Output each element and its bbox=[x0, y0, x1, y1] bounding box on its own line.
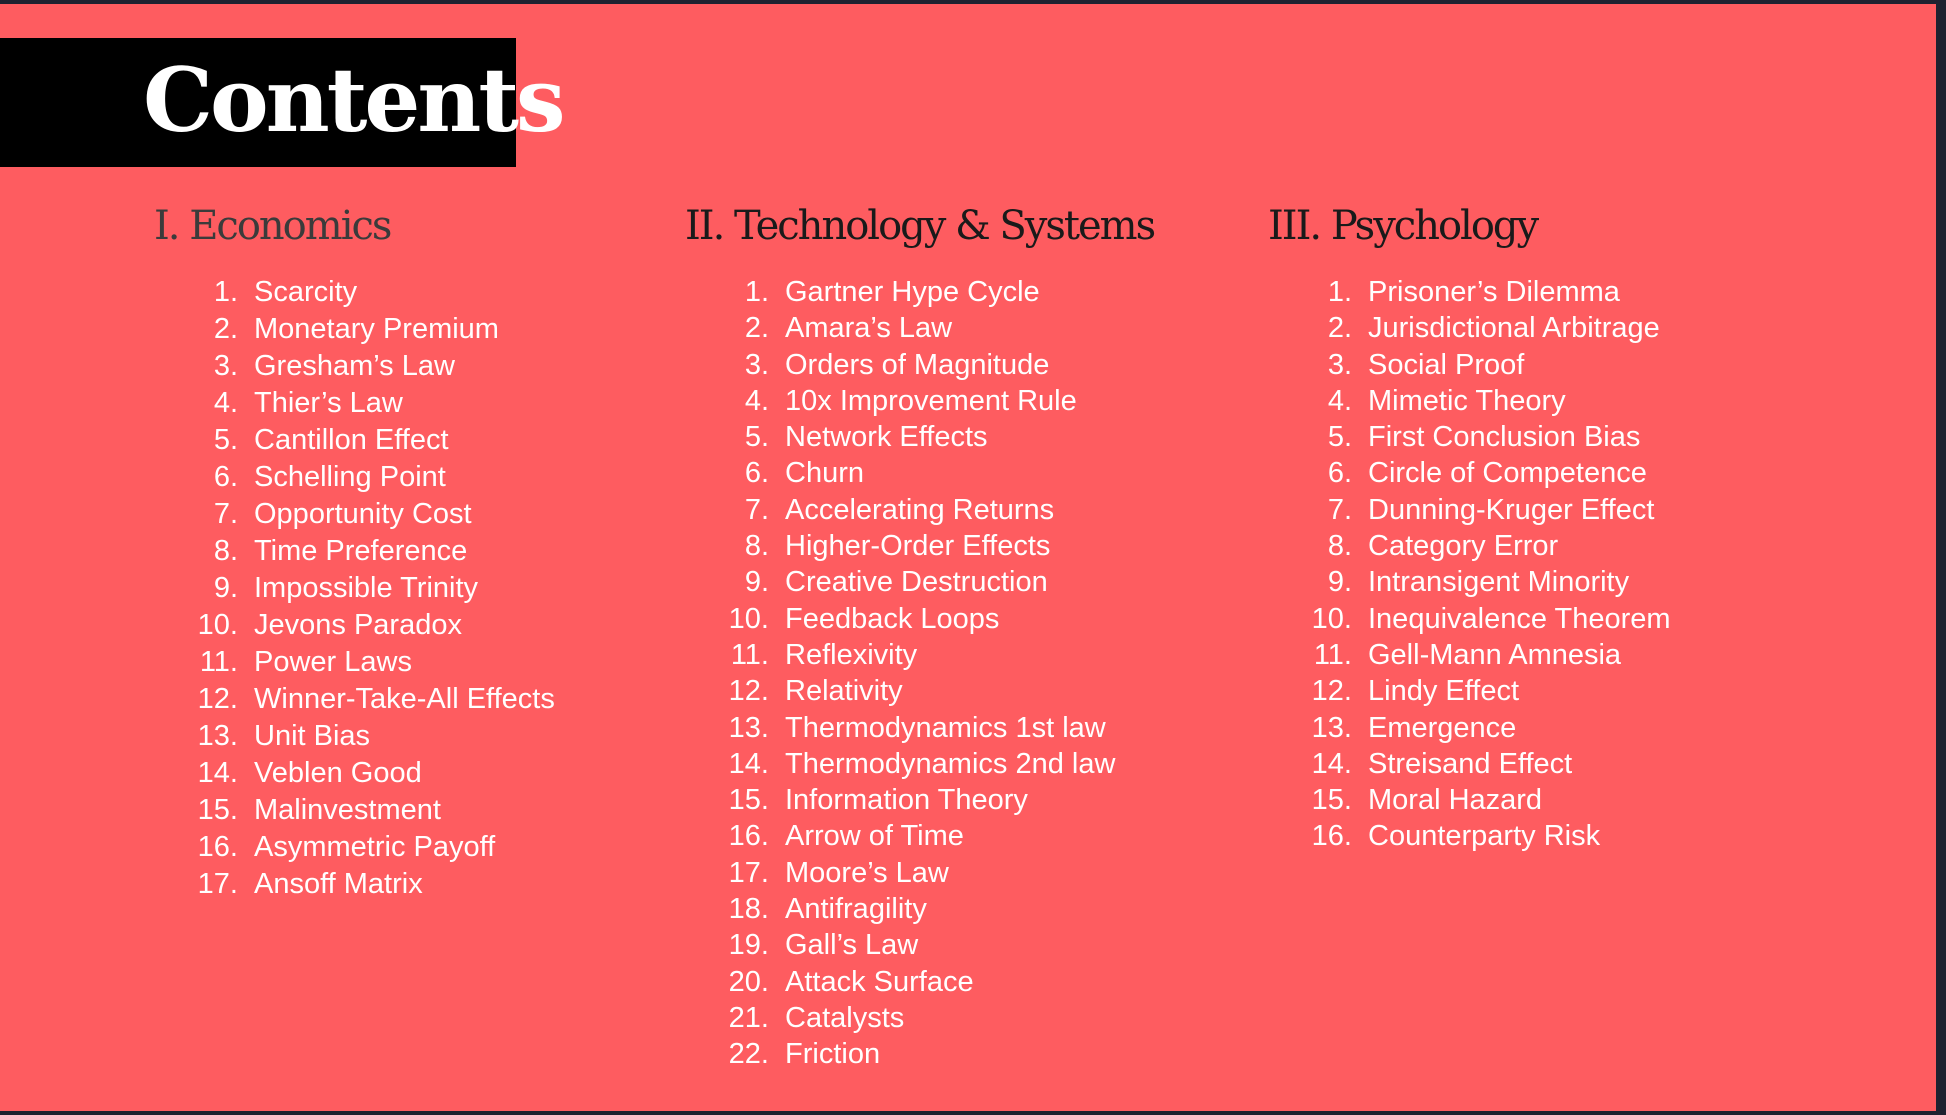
item-number: 7. bbox=[1327, 493, 1352, 526]
item-label: Reflexivity bbox=[785, 638, 918, 671]
item-number: 3. bbox=[1327, 348, 1352, 381]
item-number: 13. bbox=[728, 711, 769, 744]
item-label: Gresham’s Law bbox=[254, 350, 455, 382]
item-label: Jurisdictional Arbitrage bbox=[1368, 312, 1660, 345]
item-number: 6. bbox=[213, 461, 238, 493]
item-label: Jevons Paradox bbox=[254, 609, 462, 641]
item-number: 12. bbox=[1311, 675, 1352, 708]
item-number: 2. bbox=[1327, 312, 1352, 345]
item-label: Friction bbox=[785, 1038, 881, 1071]
item-number: 6. bbox=[1327, 457, 1352, 490]
item-number: 12. bbox=[728, 675, 769, 708]
item-number: 5. bbox=[744, 421, 769, 454]
item-label: Gartner Hype Cycle bbox=[785, 276, 1040, 308]
item-label: Power Laws bbox=[254, 646, 412, 678]
item-label: Thier’s Law bbox=[254, 387, 403, 419]
item-number: 17. bbox=[197, 868, 238, 900]
item-number: 2. bbox=[744, 312, 769, 345]
item-label: Prisoner’s Dilemma bbox=[1368, 276, 1620, 308]
item-label: Time Preference bbox=[254, 535, 468, 567]
item-label: Amara’s Law bbox=[785, 312, 953, 345]
item-label: Orders of Magnitude bbox=[785, 348, 1050, 381]
item-label: Unit Bias bbox=[254, 720, 371, 752]
item-label: Mimetic Theory bbox=[1368, 384, 1566, 417]
item-number: 15. bbox=[728, 784, 769, 817]
item-number: 2. bbox=[213, 313, 238, 345]
item-number: 18. bbox=[728, 893, 769, 926]
section-heading: III. Psychology bbox=[1268, 203, 1538, 249]
item-number: 11. bbox=[1313, 638, 1352, 671]
item-number: 3. bbox=[213, 350, 238, 382]
item-number: 15. bbox=[1311, 784, 1352, 817]
section-economics bbox=[154, 194, 555, 900]
item-number: 14. bbox=[728, 747, 769, 780]
item-label: Streisand Effect bbox=[1368, 747, 1573, 780]
item-number: 6. bbox=[744, 457, 769, 490]
item-number: 15. bbox=[197, 794, 238, 826]
item-label: Inequivalence Theorem bbox=[1368, 602, 1671, 635]
section-technology-systems bbox=[685, 194, 1155, 1071]
item-number: 4. bbox=[213, 387, 238, 419]
item-number: 19. bbox=[728, 929, 769, 962]
item-label: First Conclusion Bias bbox=[1368, 421, 1641, 454]
item-label: Counterparty Risk bbox=[1368, 820, 1601, 853]
item-label: Veblen Good bbox=[254, 757, 422, 789]
item-number: 22. bbox=[728, 1038, 769, 1071]
title-bar bbox=[0, 38, 563, 167]
item-number: 13. bbox=[197, 720, 238, 752]
item-label: Schelling Point bbox=[254, 461, 446, 493]
item-label: Attack Surface bbox=[785, 965, 974, 998]
item-label: Social Proof bbox=[1368, 348, 1525, 381]
item-label: Intransigent Minority bbox=[1368, 566, 1630, 599]
item-number: 16. bbox=[197, 831, 238, 863]
item-label: Thermodynamics 1st law bbox=[785, 711, 1106, 744]
item-number: 1. bbox=[213, 276, 238, 308]
item-number: 17. bbox=[728, 856, 769, 889]
item-label: Ansoff Matrix bbox=[254, 868, 423, 900]
item-label: Higher-Order Effects bbox=[785, 530, 1051, 563]
item-number: 5. bbox=[213, 424, 238, 456]
item-label: Creative Destruction bbox=[785, 566, 1048, 599]
page-title: Contents bbox=[143, 48, 563, 152]
item-number: 10. bbox=[1311, 602, 1352, 635]
item-label: Malinvestment bbox=[254, 794, 441, 826]
item-number: 5. bbox=[1327, 421, 1352, 454]
item-number: 16. bbox=[728, 820, 769, 853]
item-number: 9. bbox=[744, 566, 769, 599]
item-label: Circle of Competence bbox=[1368, 457, 1647, 490]
item-label: Gall’s Law bbox=[785, 929, 919, 962]
item-label: Impossible Trinity bbox=[254, 572, 479, 604]
item-number: 12. bbox=[197, 683, 238, 715]
item-number: 11. bbox=[199, 646, 238, 678]
item-number: 4. bbox=[1327, 384, 1352, 417]
item-number: 10. bbox=[728, 602, 769, 635]
item-number: 4. bbox=[744, 384, 769, 417]
item-number: 20. bbox=[728, 965, 769, 998]
item-label: Arrow of Time bbox=[785, 820, 964, 853]
item-number: 8. bbox=[744, 530, 769, 563]
item-label: Moore’s Law bbox=[785, 856, 949, 889]
item-number: 7. bbox=[213, 498, 238, 530]
item-label: Dunning-Kruger Effect bbox=[1368, 493, 1655, 526]
item-number: 16. bbox=[1311, 820, 1352, 853]
item-number: 9. bbox=[213, 572, 238, 604]
item-label: Cantillon Effect bbox=[254, 424, 449, 456]
item-label: Scarcity bbox=[254, 276, 358, 308]
item-number: 7. bbox=[744, 493, 769, 526]
item-label: Monetary Premium bbox=[254, 313, 499, 345]
item-label: Asymmetric Payoff bbox=[254, 831, 496, 863]
item-label: Winner-Take-All Effects bbox=[254, 683, 555, 715]
item-number: 8. bbox=[1327, 530, 1352, 563]
item-number: 10. bbox=[197, 609, 238, 641]
item-number: 14. bbox=[1311, 747, 1352, 780]
item-label: Relativity bbox=[785, 675, 903, 708]
item-label: Emergence bbox=[1368, 711, 1517, 744]
item-number: 8. bbox=[213, 535, 238, 567]
item-number: 11. bbox=[730, 638, 769, 671]
item-label: Catalysts bbox=[785, 1001, 905, 1034]
item-number: 9. bbox=[1327, 566, 1352, 599]
section-heading: II. Technology & Systems bbox=[685, 203, 1155, 249]
item-number: 13. bbox=[1311, 711, 1352, 744]
item-label: Churn bbox=[785, 457, 864, 490]
item-number: 3. bbox=[744, 348, 769, 381]
item-label: Network Effects bbox=[785, 421, 988, 454]
item-label: Information Theory bbox=[785, 784, 1028, 817]
item-label: 10x Improvement Rule bbox=[785, 384, 1077, 417]
section-psychology bbox=[1268, 194, 1671, 853]
contents-slide bbox=[0, 4, 1936, 1111]
item-number: 21. bbox=[728, 1001, 769, 1034]
item-label: Antifragility bbox=[785, 893, 927, 926]
item-number: 1. bbox=[1327, 276, 1352, 308]
item-label: Lindy Effect bbox=[1368, 675, 1520, 708]
item-label: Thermodynamics 2nd law bbox=[785, 747, 1116, 780]
item-label: Opportunity Cost bbox=[254, 498, 472, 530]
item-label: Accelerating Returns bbox=[785, 493, 1055, 526]
item-label: Feedback Loops bbox=[785, 602, 1000, 635]
item-number: 1. bbox=[744, 276, 769, 308]
item-label: Category Error bbox=[1368, 530, 1559, 563]
item-number: 14. bbox=[197, 757, 238, 789]
item-label: Gell-Mann Amnesia bbox=[1368, 638, 1622, 671]
section-heading: I. Economics bbox=[154, 203, 391, 249]
item-label: Moral Hazard bbox=[1368, 784, 1543, 817]
